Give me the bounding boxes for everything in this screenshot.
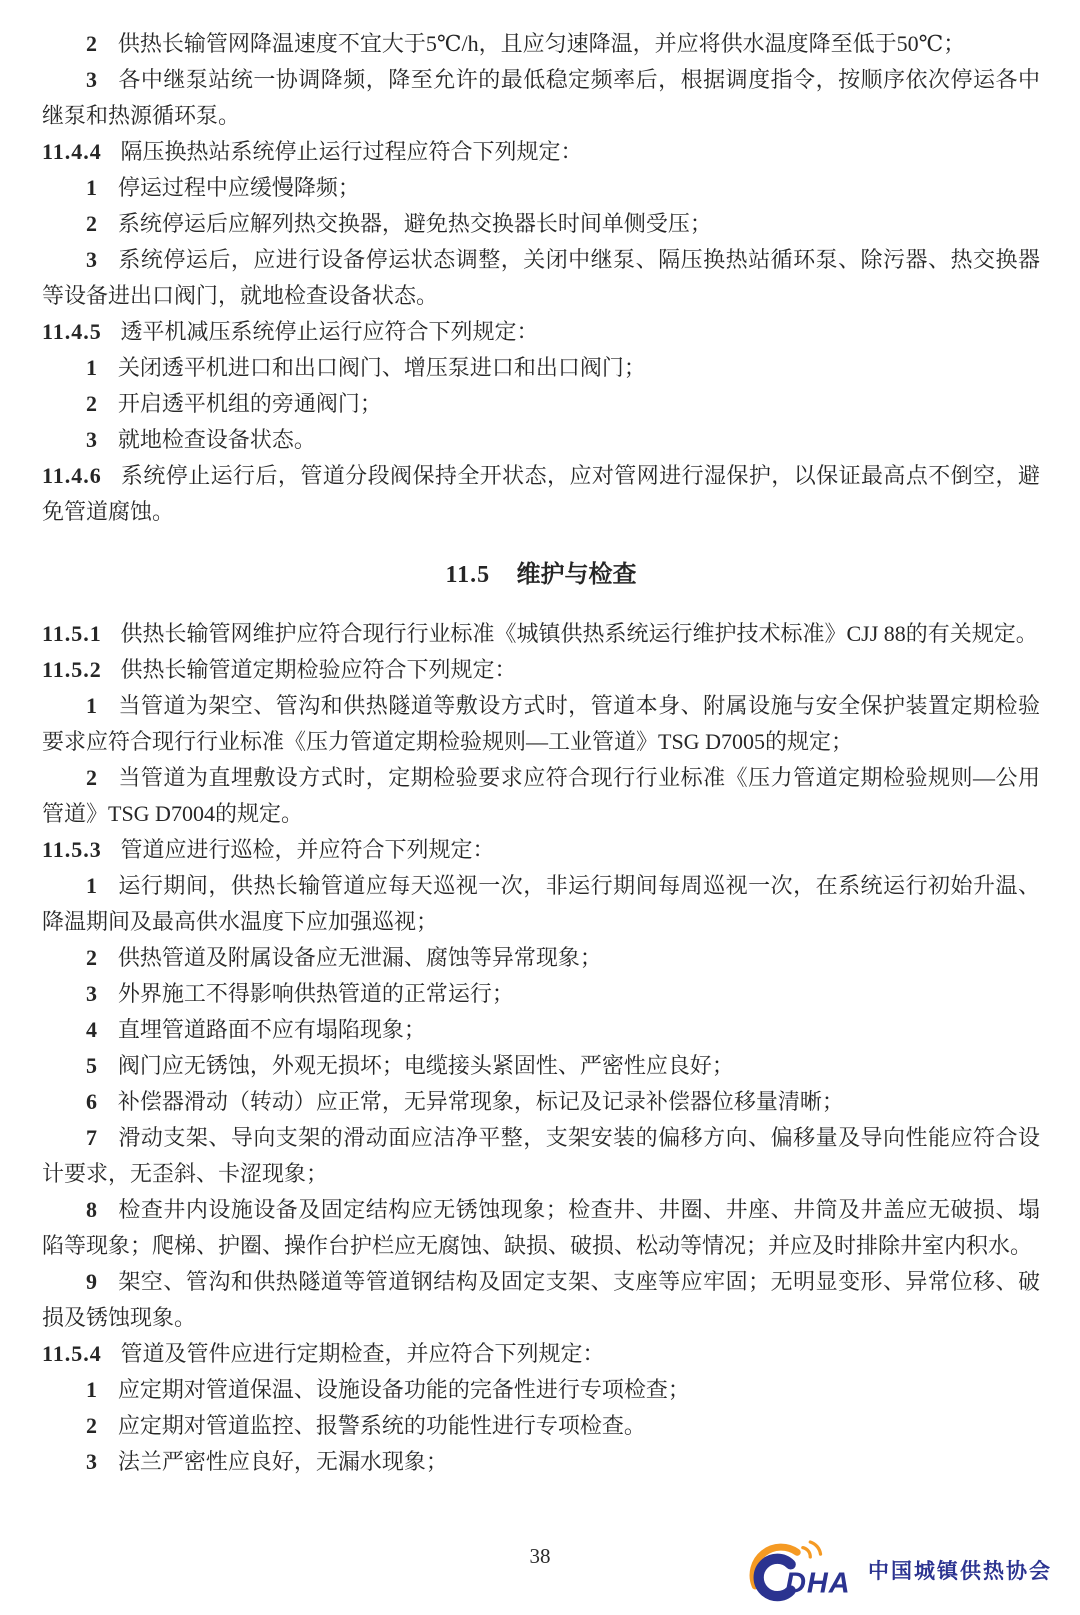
item-number: 1: [86, 355, 97, 380]
item-paragraph: [42, 868, 1040, 940]
clause-paragraph: [42, 832, 1040, 868]
item-number: 1: [86, 175, 97, 200]
paragraph-text: 当管道为架空、管沟和供热隧道等敷设方式时，管道本身、附属设施与安全保护装置定期检验要求应符合现行行业标准《压力管道定期检验规则—工业管道》TSG D7005的规定；: [42, 693, 1040, 754]
paragraph-text: 隔压换热站系统停止运行过程应符合下列规定：: [120, 139, 583, 164]
item-paragraph: [42, 1012, 1040, 1048]
paragraph-text: 管道及管件应进行定期检查，并应符合下列规定：: [120, 1341, 605, 1366]
item-paragraph: [42, 422, 1040, 458]
clause-number: 11.5.4: [42, 1341, 102, 1366]
item-number: 2: [86, 765, 97, 790]
item-paragraph: [42, 940, 1040, 976]
paragraph-text: 架空、管沟和供热隧道等管道钢结构及固定支架、支座等应牢固；无明显变形、异常位移、破损及锈蚀现象。: [42, 1269, 1040, 1330]
item-number: 3: [86, 247, 97, 272]
clause-number: 11.5.1: [42, 621, 102, 646]
item-paragraph: [42, 1192, 1040, 1264]
paragraph-text: 直埋管道路面不应有塌陷现象；: [117, 1017, 426, 1042]
item-paragraph: [42, 688, 1040, 760]
item-number: 7: [86, 1125, 97, 1150]
item-number: 4: [86, 1017, 97, 1042]
item-number: 2: [86, 391, 97, 416]
clause-number: 11.5.3: [42, 837, 102, 862]
item-paragraph: [42, 1048, 1040, 1084]
item-paragraph: [42, 170, 1040, 206]
section-number: 11.5: [445, 562, 491, 588]
logo-acronym: DHA: [785, 1567, 851, 1600]
paragraph-text: 应定期对管道监控、报警系统的功能性进行专项检查。: [117, 1413, 646, 1438]
page-number: 38: [529, 1544, 551, 1568]
paragraph-text: 透平机减压系统停止运行应符合下列规定：: [120, 319, 539, 344]
item-paragraph: [42, 62, 1040, 134]
paragraph-text: 滑动支架、导向支架的滑动面应洁净平整，支架安装的偏移方向、偏移量及导向性能应符合设计要求，无歪斜、卡涩现象；: [42, 1125, 1040, 1186]
item-number: 2: [86, 1413, 97, 1438]
clause-paragraph: [42, 314, 1040, 350]
item-number: 8: [86, 1197, 97, 1222]
clause-paragraph: [42, 616, 1040, 652]
paragraph-text: 供热管道及附属设备应无泄漏、腐蚀等异常现象；: [117, 945, 602, 970]
paragraph-text: 补偿器滑动（转动）应正常，无异常现象，标记及记录补偿器位移量清晰；: [117, 1089, 844, 1114]
paragraph-text: 开启透平机组的旁通阀门；: [117, 391, 382, 416]
cdha-logo-icon: [744, 1538, 856, 1602]
paragraph-text: 检查井内设施设备及固定结构应无锈蚀现象；检查井、井圈、井座、井筒及井盖应无破损、塌陷等现象；爬梯、护圈、操作台护栏应无腐蚀、缺损、破损、松动等情况；并应及时排除井室内积水。: [42, 1197, 1040, 1258]
item-number: 6: [86, 1089, 97, 1114]
item-number: 1: [86, 693, 97, 718]
clause-number: 11.4.4: [42, 139, 102, 164]
item-paragraph: [42, 350, 1040, 386]
item-paragraph: [42, 1444, 1040, 1480]
paragraph-text: 当管道为直埋敷设方式时，定期检验要求应符合现行行业标准《压力管道定期检验规则—公用管道》TSG D7004的规定。: [42, 765, 1040, 826]
clause-number: 11.4.5: [42, 319, 102, 344]
clause-number: 11.5.2: [42, 657, 102, 682]
paragraph-text: 停运过程中应缓慢降频；: [117, 175, 360, 200]
paragraph-text: 维护与检查: [516, 562, 637, 588]
item-number: 3: [86, 981, 97, 1006]
paragraph-text: 供热长输管网降温速度不宜大于5℃/h，且应匀速降温，并应将供水温度降至低于50℃；: [117, 31, 966, 56]
paragraph-text: 各中继泵站统一协调降频，降至允许的最低稳定频率后，根据调度指令，按顺序依次停运各中继泵和热源循环泵。: [42, 67, 1040, 128]
item-number: 2: [86, 31, 97, 56]
item-paragraph: [42, 242, 1040, 314]
paragraph-text: 法兰严密性应良好，无漏水现象；: [117, 1449, 448, 1474]
paragraph-text: 系统停运后应解列热交换器，避免热交换器长时间单侧受压；: [117, 211, 712, 236]
item-number: 3: [86, 427, 97, 452]
item-paragraph: [42, 1264, 1040, 1336]
clause-paragraph: [42, 134, 1040, 170]
item-number: 5: [86, 1053, 97, 1078]
item-number: 3: [86, 67, 97, 92]
item-paragraph: [42, 760, 1040, 832]
paragraph-text: 外界施工不得影响供热管道的正常运行；: [117, 981, 514, 1006]
section-heading: [42, 557, 1040, 593]
clause-paragraph: [42, 458, 1040, 530]
paragraph-text: 供热长输管道定期检验应符合下列规定：: [120, 657, 517, 682]
paragraph-text: 供热长输管网维护应符合现行行业标准《城镇供热系统运行维护技术标准》CJJ 88的有关规定。: [120, 621, 1038, 646]
item-number: 3: [86, 1449, 97, 1474]
clause-paragraph: [42, 1336, 1040, 1372]
paragraph-text: 系统停运后，应进行设备停运状态调整，关闭中继泵、隔压换热站循环泵、除污器、热交换器等设备进出口阀门，就地检查设备状态。: [42, 247, 1040, 308]
item-paragraph: [42, 1084, 1040, 1120]
item-paragraph: [42, 206, 1040, 242]
item-number: 2: [86, 211, 97, 236]
item-paragraph: [42, 1372, 1040, 1408]
item-paragraph: [42, 1120, 1040, 1192]
paragraph-text: 管道应进行巡检，并应符合下列规定：: [120, 837, 495, 862]
item-paragraph: [42, 1408, 1040, 1444]
item-number: 1: [86, 873, 97, 898]
clause-number: 11.4.6: [42, 463, 102, 488]
paragraph-text: 阀门应无锈蚀，外观无损坏；电缆接头紧固性、严密性应良好；: [117, 1053, 734, 1078]
paragraph-text: 关闭透平机进口和出口阀门、增压泵进口和出口阀门；: [117, 355, 646, 380]
org-name: 中国城镇供热协会: [868, 1560, 1052, 1583]
org-logo: [744, 1538, 1052, 1602]
item-paragraph: [42, 26, 1040, 62]
paragraph-text: 系统停止运行后，管道分段阀保持全开状态，应对管网进行湿保护，以保证最高点不倒空，避免管道腐蚀。: [42, 463, 1040, 524]
item-number: 2: [86, 945, 97, 970]
paragraph-text: 应定期对管道保温、设施设备功能的完备性进行专项检查；: [117, 1377, 690, 1402]
paragraph-text: 运行期间，供热长输管道应每天巡视一次，非运行期间每周巡视一次，在系统运行初始升温、降温期间及最高供水温度下应加强巡视；: [42, 873, 1040, 934]
item-number: 1: [86, 1377, 97, 1402]
item-paragraph: [42, 976, 1040, 1012]
item-paragraph: [42, 386, 1040, 422]
item-number: 9: [86, 1269, 97, 1294]
paragraph-text: 就地检查设备状态。: [117, 427, 316, 452]
clause-paragraph: [42, 652, 1040, 688]
